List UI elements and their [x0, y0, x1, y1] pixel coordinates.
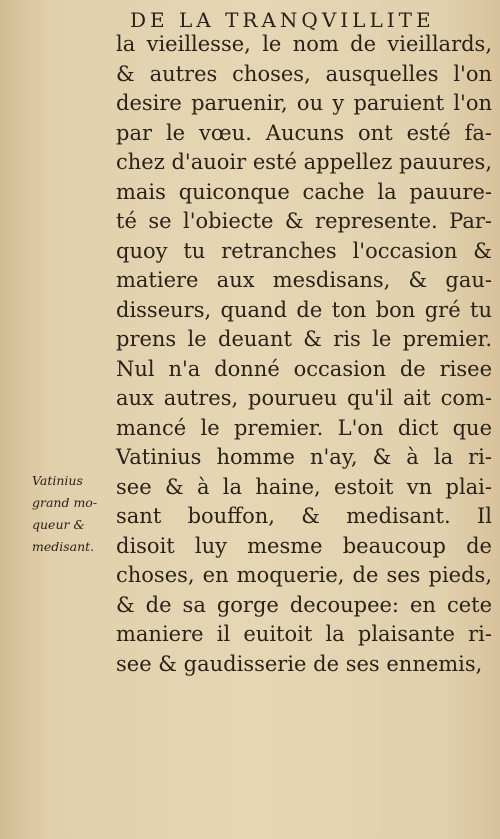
- text-line: Vatinius homme n'ay, & à la ri-: [116, 445, 492, 469]
- text-line: mancé le premier. L'on dict que: [116, 415, 492, 440]
- margin-note-line: Vatinius: [32, 473, 83, 488]
- text-line: Nul n'a donné occasion de risee: [116, 356, 492, 381]
- text-line: la vieillesse, le nom de vieillards,: [116, 32, 492, 56]
- body-text: [116, 30, 492, 679]
- text-line: aux autres, pourueu qu'il ait com-: [116, 386, 492, 410]
- margin-note-line: queur &: [32, 517, 85, 532]
- text-line: see & à la haine, estoit vn plai-: [116, 474, 492, 499]
- margin-note-line: grand mo-: [32, 495, 98, 510]
- running-head: DE LA TRANQVILLITE: [130, 8, 435, 32]
- margin-note: [32, 470, 116, 558]
- text-line: prens le deuant & ris le premier.: [116, 327, 492, 351]
- text-line: disoit luy mesme beaucoup de: [116, 533, 492, 558]
- margin-note-line: medisant.: [32, 539, 95, 554]
- text-line: maniere il euitoit la plaisante ri-: [116, 622, 492, 646]
- text-line: & de sa gorge decoupee: en cete: [116, 592, 492, 617]
- text-line: disseurs, quand de ton bon gré tu: [116, 297, 492, 322]
- text-line: sant bouffon, & medisant. Il: [116, 504, 492, 528]
- text-line: see & gaudisserie de ses ennemis,: [116, 651, 483, 676]
- text-line: desire paruenir, ou y paruient l'on: [116, 91, 492, 115]
- text-line: matiere aux mesdisans, & gau-: [116, 268, 492, 292]
- text-line: mais quiconque cache la pauure-: [116, 179, 492, 204]
- text-line: té se l'obiecte & represente. Par-: [116, 209, 492, 233]
- text-line: chez d'auoir esté appellez pauures,: [116, 150, 492, 174]
- text-line: & autres choses, ausquelles l'on: [116, 61, 492, 86]
- text-line: quoy tu retranches l'occasion &: [116, 238, 492, 263]
- text-line: par le vœu. Aucuns ont esté fa-: [116, 120, 492, 145]
- text-line: choses, en moquerie, de ses pieds,: [116, 563, 492, 587]
